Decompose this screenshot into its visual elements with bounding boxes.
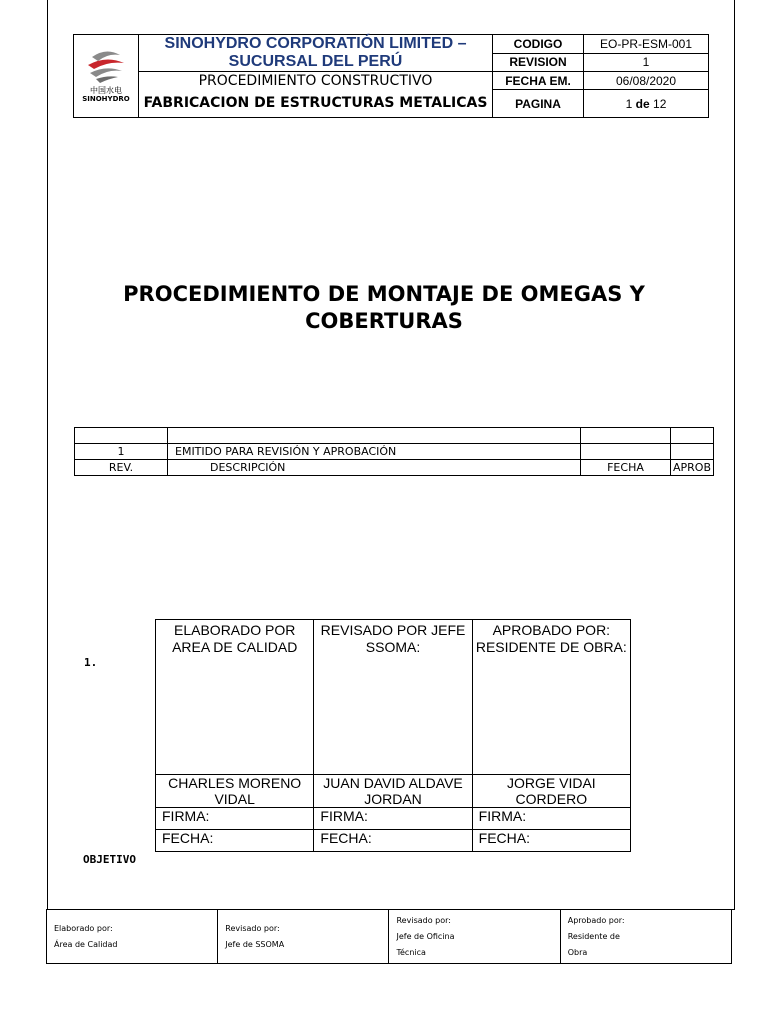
rev-cell	[75, 428, 168, 444]
aprob-cell	[671, 444, 714, 460]
logo-cn-text: 中国水电	[90, 85, 122, 95]
fecha-label: FECHA:	[314, 830, 472, 852]
footer-line: Técnica	[396, 947, 426, 957]
procedure-name: FABRICACION DE ESTRUCTURAS METALICAS	[139, 90, 493, 118]
firma-label: FIRMA:	[472, 808, 630, 830]
name-elaborado: CHARLES MORENO VIDAL	[156, 775, 314, 808]
company-line1: SINOHYDRO CORPORATIÓN LIMITED –	[164, 35, 467, 52]
firma-label: FIRMA:	[314, 808, 472, 830]
document-title	[90, 281, 678, 335]
aprob-header: APROB	[671, 460, 714, 476]
pagina-de: de	[635, 96, 650, 111]
name-aprobado: JORGE VIDAI CORDERO	[472, 775, 630, 808]
document-title-line1: PROCEDIMIENTO DE MONTAJE DE OMEGAS Y	[123, 282, 645, 306]
firma-label: FIRMA:	[156, 808, 314, 830]
revision-table	[74, 427, 714, 476]
sinohydro-logo-icon	[78, 45, 134, 103]
codigo-value: EO-PR-ESM-001	[584, 35, 709, 54]
pagina-value	[584, 90, 709, 118]
logo-en-text: SINOHYDRO	[82, 94, 130, 103]
descripcion-cell	[168, 428, 581, 444]
revision-label: REVISION	[493, 53, 584, 72]
fecha-cell	[581, 444, 671, 460]
aprob-cell	[671, 428, 714, 444]
footer-line: Jefe de Oficina	[396, 931, 455, 941]
company-name	[139, 35, 493, 72]
footer-line: Jefe de SSOMA	[225, 939, 285, 949]
role-aprobado: APROBADO POR: RESIDENTE DE OBRA:	[472, 620, 630, 775]
footer-approvals	[46, 909, 732, 964]
pagina-current: 1	[625, 96, 633, 111]
signature-table	[155, 619, 631, 852]
fecha-value: 06/08/2020	[584, 72, 709, 90]
revision-value: 1	[584, 53, 709, 72]
table-header-row	[75, 460, 714, 476]
logo-cell	[74, 35, 139, 118]
footer-line: Aprobado por:	[567, 915, 625, 925]
rev-header: REV.	[75, 460, 168, 476]
fecha-label: FECHA:	[156, 830, 314, 852]
name-revisado: JUAN DAVID ALDAVE JORDAN	[314, 775, 472, 808]
section-number: 1.	[84, 656, 98, 669]
footer-line: Obra	[567, 947, 588, 957]
footer-aprobado	[560, 910, 731, 964]
pagina-label: PAGINA	[493, 90, 584, 118]
footer-line: Elaborado por:	[54, 923, 113, 933]
footer-line: Revisado por:	[396, 915, 451, 925]
codigo-label: CODIGO	[493, 35, 584, 54]
descripcion-header: DESCRIPCIÓN	[168, 460, 581, 476]
footer-line: Revisado por:	[225, 923, 280, 933]
company-line2: SUCURSAL DEL PERÚ	[228, 53, 403, 70]
footer-revisado-oficina	[389, 910, 560, 964]
role-elaborado: ELABORADO POR AREA DE CALIDAD	[156, 620, 314, 775]
table-row	[75, 428, 714, 444]
procedure-type: PROCEDIMIENTO CONSTRUCTIVO	[139, 72, 493, 90]
footer-elaborado	[47, 910, 218, 964]
footer-line: Área de Calidad	[54, 939, 118, 949]
footer-line: Residente de	[567, 931, 620, 941]
descripcion-cell: EMITIDO PARA REVISIÓN Y APROBACIÓN	[168, 444, 581, 460]
table-row	[75, 444, 714, 460]
role-revisado: REVISADO POR JEFE SSOMA:	[314, 620, 472, 775]
footer-revisado-ssoma	[218, 910, 389, 964]
fecha-label: FECHA EM.	[493, 72, 584, 90]
rev-cell: 1	[75, 444, 168, 460]
fecha-label: FECHA:	[472, 830, 630, 852]
document-header	[73, 34, 709, 118]
pagina-total: 12	[653, 96, 667, 111]
fecha-cell	[581, 428, 671, 444]
document-title-line2: COBERTURAS	[305, 309, 463, 333]
fecha-header: FECHA	[581, 460, 671, 476]
objetivo-heading: OBJETIVO	[83, 853, 136, 866]
